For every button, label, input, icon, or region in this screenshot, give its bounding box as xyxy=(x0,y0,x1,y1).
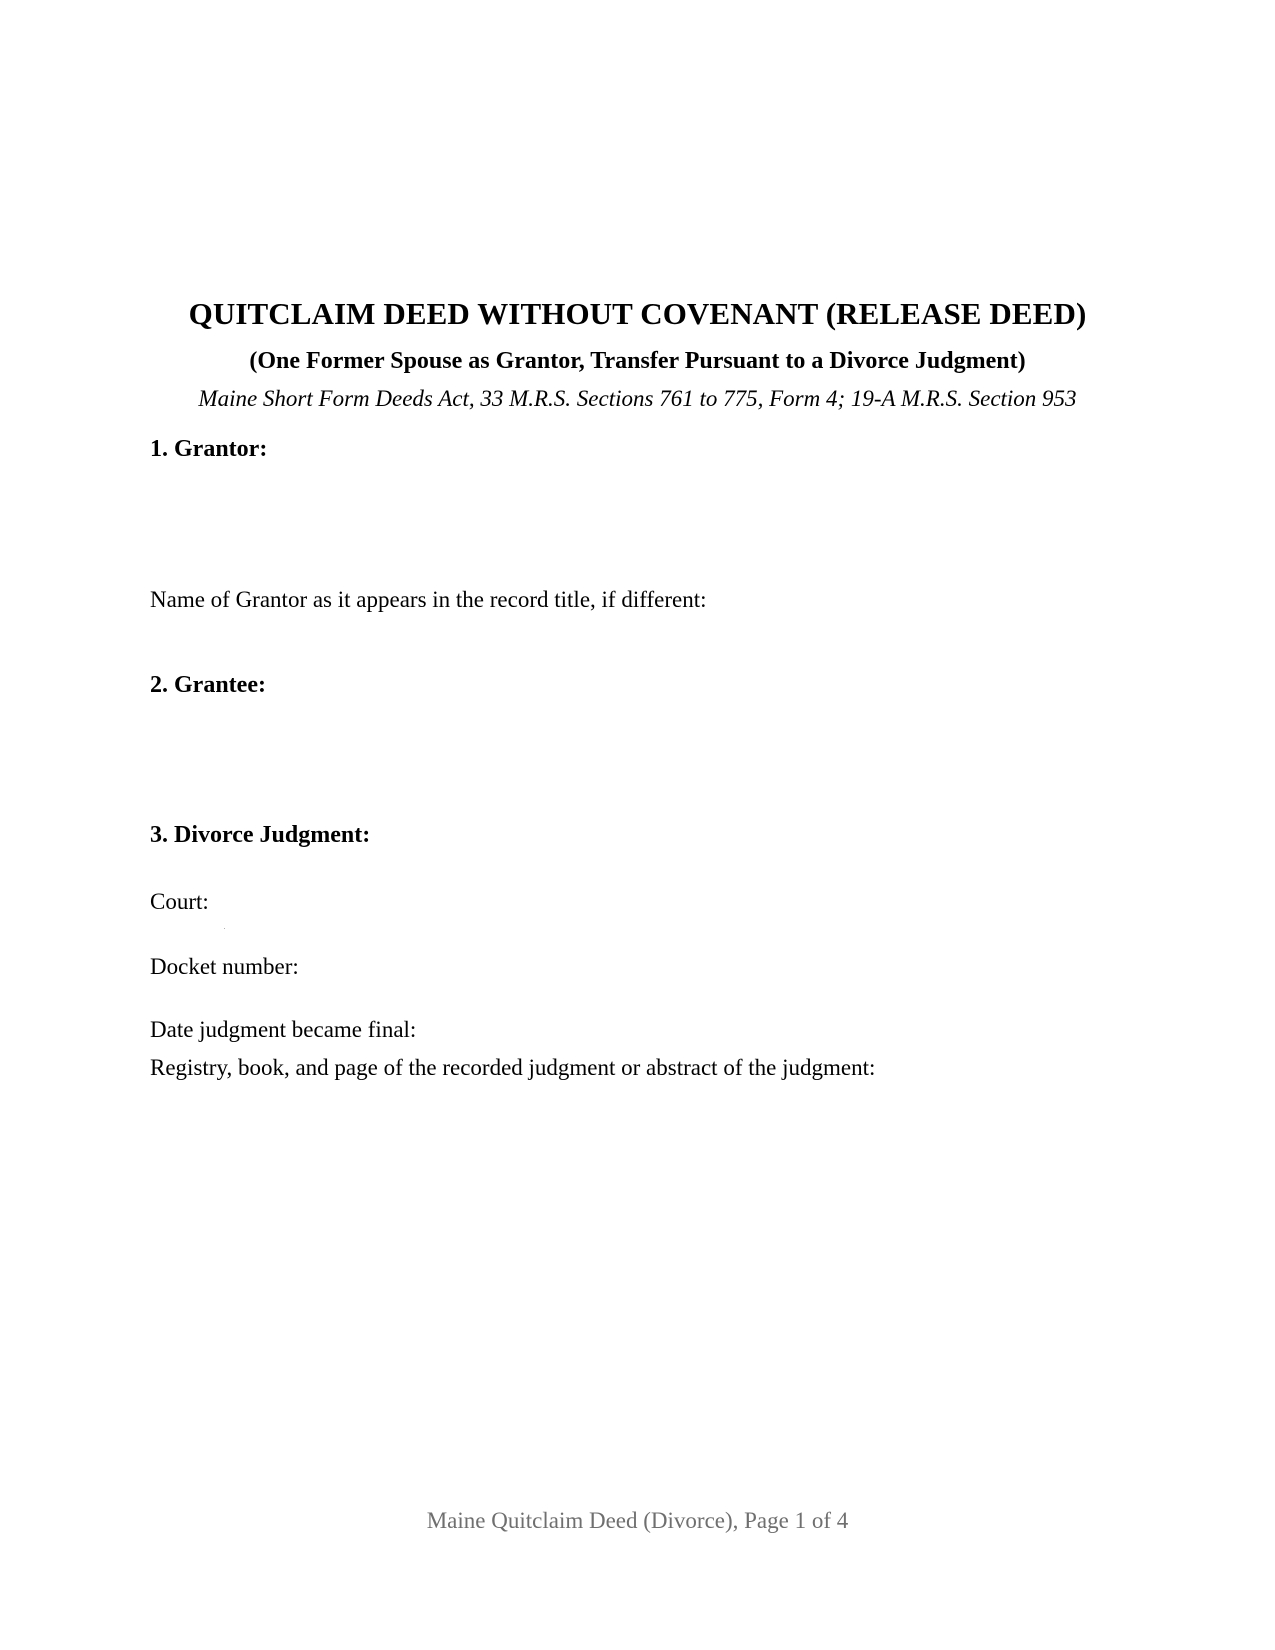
page-footer: Maine Quitclaim Deed (Divorce), Page 1 of 4 xyxy=(426,1508,849,1533)
grantee-heading: 2. Grantee: xyxy=(150,672,266,698)
divorce-judgment-heading: 3. Divorce Judgment: xyxy=(150,822,371,848)
date-judgment-final-label: Date judgment became final: xyxy=(150,1017,417,1042)
document-subtitle: (One Former Spouse as Grantor, Transfer Pursuant to a Divorce Judgment) xyxy=(249,348,1026,374)
grantor-record-title-label: Name of Grantor as it appears in the record title, if different: xyxy=(150,587,707,612)
document-title: QUITCLAIM DEED WITHOUT COVENANT (RELEASE DEED) xyxy=(188,296,1087,331)
court-label: Court: xyxy=(150,889,209,914)
registry-book-page-label: Registry, book, and page of the recorded judgment or abstract of the judgment: xyxy=(150,1055,876,1080)
court-field-mark xyxy=(224,928,225,929)
docket-number-label: Docket number: xyxy=(150,954,299,979)
grantor-heading: 1. Grantor: xyxy=(150,436,268,462)
statute-reference: Maine Short Form Deeds Act, 33 M.R.S. Sections 761 to 775, Form 4; 19-A M.R.S. Section 953 xyxy=(198,386,1077,411)
